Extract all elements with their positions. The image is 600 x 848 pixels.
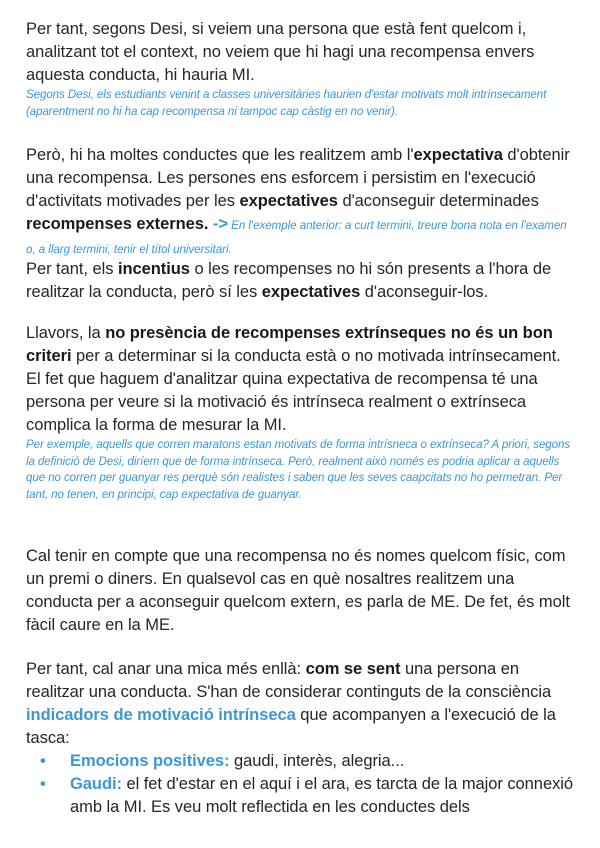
bold-term: no presència de recompenses extrínseques no és un bon criteri xyxy=(26,324,553,365)
list-item-heading: Emocions positives: xyxy=(70,752,230,770)
bullet-icon: • xyxy=(40,775,46,793)
bold-term: recompenses externes. xyxy=(26,215,209,233)
list-item xyxy=(26,773,578,819)
list-item-heading: Gaudi: xyxy=(70,775,122,793)
bold-term: expectatives xyxy=(261,283,361,301)
blue-term: indicadors de motivació intrínseca xyxy=(26,706,296,724)
text-span: Llavors, la xyxy=(26,324,106,342)
annotation-note: En l'exemple anterior: a curt termini, treure bona nota en l'examen o, a llarg termini, tenir el títol universitari. xyxy=(26,219,567,256)
text-span: Però, hi ha moltes conductes que les realitzem amb l' xyxy=(26,146,414,164)
paragraph-expectations xyxy=(26,144,578,261)
arrow-marker: -> xyxy=(208,215,228,233)
text-span: d'aconseguir-los. xyxy=(360,283,489,301)
list-item-text: el fet d'estar en el aquí i el ara, es tarcta de la major connexió amb la MI. Es veu molt reflectida en les conductes dels xyxy=(70,775,574,816)
annotation-note: Per exemple, aquells que corren maratons estan motivats de forma intrísneca o extrínseca? A priori, segons la definició de Desi, diríem que de forma intrínseca. Però, realment això només es podria aplicar a aquells que no corren per guanyar res perquè són realistes i saben que les seves caapcitats no ho permetran. Per tant, no tenen, en principi, cap expectativa de guanyar. xyxy=(26,438,571,501)
bold-term: expectatives xyxy=(239,192,338,210)
text-span: d'obtenir una recompensa. Les persones ens esforcem i persistim en l'execució d'activitats motivades per les xyxy=(26,146,570,210)
text-span: Per tant, els xyxy=(26,260,118,278)
bullet-icon: • xyxy=(40,752,46,770)
text-span: per a determinar si la conducta està o no motivada intrínsecament. El fet que haguem d'analitzar quina expectativa de recompensa té una persona per veure si la motivació és intrínseca realment o extrínseca complica la forma de mesurar la MI. xyxy=(26,347,561,434)
paragraph-criteria xyxy=(26,322,578,503)
bold-term: com se sent xyxy=(305,660,401,678)
paragraph-text: Cal tenir en compte que una recompensa no és nomes quelcom físic, com un premi o diners. En qualsevol cas en què nosaltres realitzem una conducta per a aconseguir quelcom extern, es parla de ME. De fet, és molt fàcil caure en la ME. xyxy=(26,547,570,634)
bold-term: incentius xyxy=(117,260,190,278)
text-span: d'aconseguir determinades xyxy=(337,192,539,210)
indicator-list xyxy=(26,750,578,819)
paragraph-desi-definition xyxy=(26,18,578,120)
paragraph-indicators xyxy=(26,658,578,819)
text-span: o les recompenses no hi són presents a l'hora de realitzar la conducta, però sí les xyxy=(26,260,552,301)
list-item-text: gaudi, interès, alegria... xyxy=(229,752,405,770)
paragraph-reward-types xyxy=(26,545,578,637)
paragraph-incentives xyxy=(26,258,578,304)
annotation-note: Segons Desi, els estudiants venint a classes universitàries haurien d'estar motivats molt intrínsecament (aparentment no hi ha cap recompensa ni tampoc cap càstig en no venir). xyxy=(26,88,547,118)
bold-term: expectativa xyxy=(413,146,503,164)
text-span: una persona en realitzar una conducta. S'han de considerar continguts de la consciència xyxy=(26,660,552,701)
list-item xyxy=(26,750,578,773)
text-span: Per tant, cal anar una mica més enllà: xyxy=(26,660,306,678)
text-span: que acompanyen a l'execució de la tasca: xyxy=(26,706,556,747)
paragraph-text: Per tant, segons Desi, si veiem una persona que està fent quelcom i, analitzant tot el context, no veiem que hi hagi una recompensa envers aquesta conducta, hi hauria MI. xyxy=(26,20,535,84)
